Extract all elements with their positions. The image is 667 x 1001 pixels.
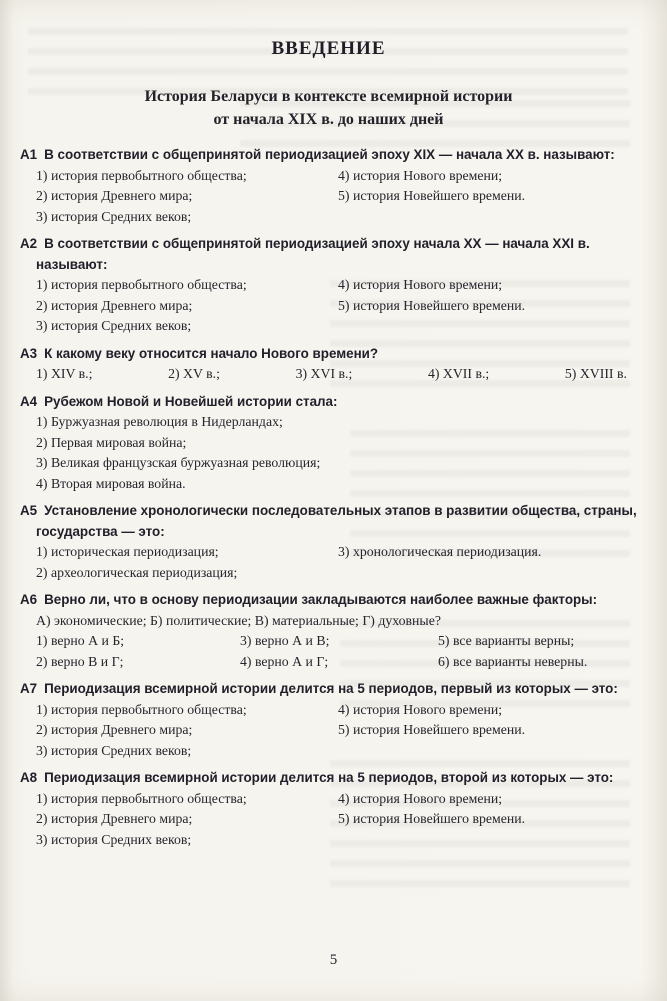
question-number: А2: [20, 236, 38, 252]
section-title-line1: История Беларуси в контексте всемирной истории: [144, 88, 513, 105]
page-number: 5: [329, 952, 338, 968]
answer-option: 3) история Средних веков;: [36, 742, 192, 758]
question-a3: [20, 344, 637, 385]
answer-option: 2) история Древнего мира;: [36, 811, 193, 827]
question-text: В соответствии с общепринятой периодизацией эпоху начала XX — начала XXI в. называют:: [36, 236, 590, 272]
question-text: В соответствии с общепринятой периодизацией эпоху XIX — начала XX в. называют:: [44, 147, 615, 163]
section-title-line2: от начала XIX в. до наших дней: [213, 110, 444, 128]
answer-option: 1) история первобытного общества;: [36, 277, 247, 293]
answer-options: [36, 364, 637, 385]
question-heading: [20, 768, 637, 789]
question-heading: [20, 679, 637, 700]
answer-option: 4) история Нового времени;: [338, 277, 503, 293]
answer-options: [36, 166, 637, 228]
question-heading: [20, 501, 637, 542]
answer-option: 4) верно А и Г;: [240, 653, 329, 669]
question-number: А1: [20, 147, 38, 163]
answer-option: 2) верно В и Г;: [36, 653, 124, 669]
page-title: ВВЕДЕНИЕ: [271, 38, 386, 59]
question-a1: [20, 145, 637, 227]
answer-option: 1) история первобытного общества;: [36, 790, 247, 806]
question-number: А4: [20, 393, 38, 409]
question-text: Периодизация всемирной истории делится на 5 периодов, второй из которых — это:: [44, 770, 614, 786]
question-heading: [20, 392, 637, 413]
options-column-left: [36, 542, 338, 583]
question-a8: [20, 768, 637, 850]
answer-option: 5) история Новейшего времени.: [338, 297, 526, 313]
answer-option: 2) история Древнего мира;: [36, 297, 193, 313]
answer-options: [36, 611, 637, 673]
answer-option: 4) история Нового времени;: [338, 167, 503, 183]
answer-option: 4) история Нового времени;: [338, 790, 503, 806]
options-column-right: [338, 700, 637, 762]
answer-option: 2) история Древнего мира;: [36, 722, 193, 738]
factors-line: А) экономические; Б) политические; В) материальные; Г) духовные?: [36, 612, 441, 628]
answer-option: 1) историческая периодизация;: [36, 544, 219, 560]
question-number: А5: [20, 503, 38, 519]
question-number: А8: [20, 770, 38, 786]
question-a4: [20, 392, 637, 495]
question-text: К какому веку относится начало Нового времени?: [44, 345, 379, 361]
answer-option: 3) история Средних веков;: [36, 208, 192, 224]
question-a5: [20, 501, 637, 583]
options-column-right: [338, 789, 637, 851]
answer-option: 3) верно А и В;: [240, 633, 330, 649]
options-column-left: [36, 275, 338, 337]
question-text: Периодизация всемирной истории делится на 5 периодов, первый из которых — это:: [44, 681, 618, 697]
answer-option: 2) Первая мировая война;: [36, 434, 187, 450]
answer-option: 3) Великая французская буржуазная революция;: [36, 455, 321, 471]
question-text: Верно ли, что в основу периодизации закладываются наиболее важные факторы:: [44, 592, 598, 608]
question-number: А3: [20, 345, 38, 361]
answer-option: 2) XV в.;: [168, 366, 220, 382]
answer-option: 4) история Нового времени;: [338, 701, 503, 717]
question-heading: [20, 344, 637, 365]
question-a6: [20, 590, 637, 672]
answer-options: [36, 275, 637, 337]
question-heading: [20, 145, 637, 166]
question-a7: [20, 679, 637, 761]
answer-option: 2) история Древнего мира;: [36, 188, 193, 204]
answer-option: 4) XVII в.;: [427, 366, 490, 382]
answer-options: [36, 412, 637, 494]
answer-option: 6) все варианты неверны.: [438, 653, 588, 669]
answer-option: 1) XIV в.;: [36, 366, 93, 382]
answer-option: 5) история Новейшего времени.: [338, 811, 526, 827]
answer-option: 5) XVIII в.: [564, 366, 627, 382]
answer-option: 1) верно А и Б;: [36, 633, 125, 649]
answer-options: [36, 789, 637, 851]
question-text: Рубежом Новой и Новейшей истории стала:: [44, 393, 338, 409]
answer-option: 5) история Новейшего времени.: [338, 188, 526, 204]
question-number: А6: [20, 592, 38, 608]
options-column-3: [438, 631, 637, 672]
answer-option: 3) история Средних веков;: [36, 831, 192, 847]
answer-option: 1) история первобытного общества;: [36, 701, 247, 717]
question-number: А7: [20, 681, 38, 697]
answer-option: 4) Вторая мировая война.: [36, 475, 186, 491]
options-column-right: [338, 542, 637, 583]
options-column-1: [36, 631, 240, 672]
answer-option: 5) история Новейшего времени.: [338, 722, 526, 738]
options-column-left: [36, 700, 338, 762]
section-title: [20, 86, 637, 131]
answer-option: 1) Буржуазная революция в Нидерландах;: [36, 414, 283, 430]
question-heading: [20, 590, 637, 611]
question-heading: [20, 234, 637, 275]
answer-options: [36, 700, 637, 762]
answer-option: 5) все варианты верны;: [438, 633, 575, 649]
options-grid: [36, 631, 637, 672]
options-column-left: [36, 166, 338, 228]
options-column-2: [240, 631, 438, 672]
answer-option: 3) XVI в.;: [295, 366, 353, 382]
answer-option: 1) история первобытного общества;: [36, 167, 247, 183]
question-text: Установление хронологически последовательных этапов в развитии общества, страны, государства — это:: [36, 503, 637, 539]
options-column-right: [338, 275, 637, 337]
options-column-left: [36, 789, 338, 851]
options-column-right: [338, 166, 637, 228]
answer-option: 3) история Средних веков;: [36, 318, 192, 334]
question-a2: [20, 234, 637, 337]
answer-option: 2) археологическая периодизация;: [36, 564, 238, 580]
answer-options: [36, 542, 637, 583]
answer-option: 3) хронологическая периодизация.: [338, 544, 542, 560]
